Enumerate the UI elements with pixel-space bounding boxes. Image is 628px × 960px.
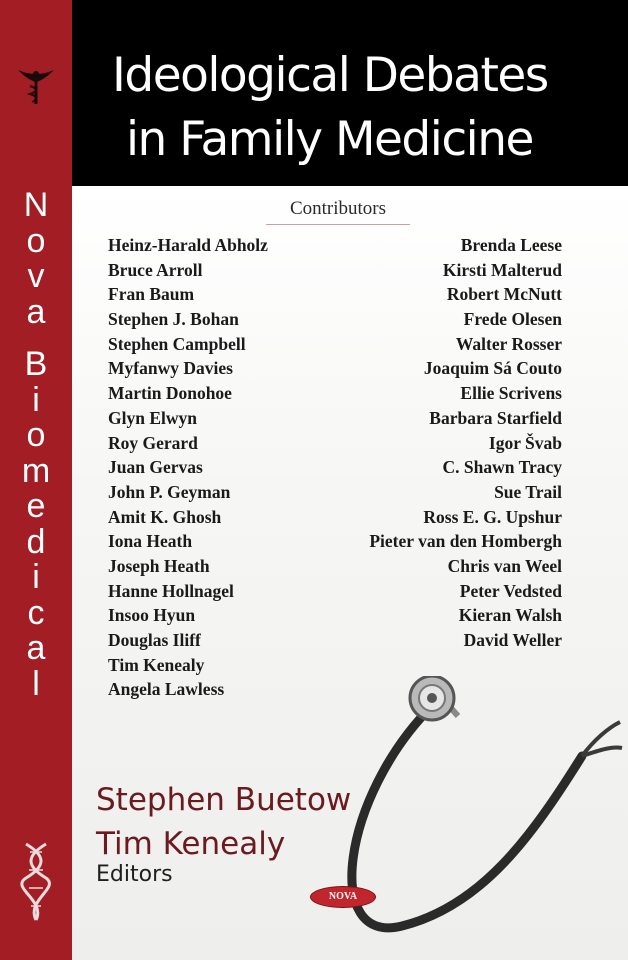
contributor-name: Tim Kenealy: [108, 654, 205, 675]
contributor-name: Joaquim Sá Couto: [423, 358, 562, 379]
series-name: [0, 188, 72, 702]
contributor-name: Frede Olesen: [463, 309, 562, 330]
spine-letter: m: [21, 451, 51, 490]
contributor-name: Roy Gerard: [108, 432, 198, 453]
contributor-name: Kirsti Malterud: [442, 259, 562, 280]
contributor-name: Walter Rosser: [455, 333, 562, 354]
contributor-name: C. Shawn Tracy: [442, 457, 562, 478]
stethoscope-icon: [282, 676, 628, 960]
spine-letter: o: [26, 416, 46, 454]
contributor-name: Hanne Hollnagel: [108, 580, 234, 601]
spine-letter: i: [32, 558, 40, 596]
contributors-heading: Contributors: [289, 198, 387, 219]
contributor-name: Fran Baum: [108, 284, 195, 305]
contributor-name: Ellie Scrivens: [460, 383, 562, 404]
contributor-name: Myfanwy Davies: [108, 358, 233, 379]
contributor-name: Chris van Weel: [447, 555, 562, 576]
book-title-line-2: in Family Medicine: [126, 112, 533, 167]
contributor-name: Iona Heath: [108, 531, 193, 552]
editor-name-2: Tim Kenealy: [96, 826, 286, 862]
contributor-name: Robert McNutt: [446, 284, 562, 305]
contributor-name: Brenda Leese: [460, 235, 562, 255]
contributor-name: Igor Švab: [488, 432, 562, 453]
contributor-name: Joseph Heath: [108, 555, 210, 576]
spine-letter: N: [23, 186, 49, 224]
contributor-name: Bruce Arroll: [108, 259, 203, 280]
contributors-list-right: [302, 233, 562, 653]
spine-letter: c: [27, 593, 45, 632]
publisher-logo: NOVA: [310, 886, 376, 908]
caduceus-icon: [14, 62, 58, 106]
series-spine: [0, 0, 72, 960]
contributor-name: Amit K. Ghosh: [108, 506, 222, 527]
spine-letter: i: [32, 380, 40, 419]
cover-body: [72, 186, 628, 960]
contributor-name: Sue Trail: [494, 481, 562, 502]
contributor-name: Stephen Campbell: [108, 333, 246, 354]
contributor-name: Douglas Iliff: [108, 630, 201, 650]
spine-letter: v: [27, 257, 45, 295]
contributor-name: Stephen J. Bohan: [108, 309, 239, 330]
contributor-name: David Weller: [463, 630, 562, 650]
editors-label: Editors: [96, 862, 173, 887]
contributor-name: Glyn Elwyn: [108, 407, 197, 428]
spine-letter: d: [26, 522, 46, 561]
spine-letter: B: [24, 345, 48, 383]
contributor-name: Insoo Hyun: [108, 605, 196, 626]
editor-name-1: Stephen Buetow: [96, 782, 352, 818]
spine-letter: e: [26, 487, 46, 525]
contributor-name: Ross E. G. Upshur: [423, 506, 562, 527]
dna-helix-icon: [20, 840, 52, 924]
contributor-name: Barbara Starfield: [429, 407, 562, 428]
contributor-name: Pieter van den Hombergh: [369, 531, 562, 552]
contributor-name: Angela Lawless: [108, 679, 225, 700]
contributor-name: Heinz-Harald Abholz: [108, 235, 268, 255]
spine-letter: a: [26, 292, 46, 331]
heading-divider: [266, 224, 410, 225]
spine-letter: o: [26, 221, 46, 260]
title-band: [72, 0, 628, 186]
spine-letter: l: [32, 664, 40, 703]
contributor-name: Martin Donohoe: [108, 383, 232, 404]
contributor-name: Kieran Walsh: [458, 605, 562, 626]
book-title-line-1: Ideological Debates: [112, 48, 548, 103]
contributor-name: Juan Gervas: [108, 457, 203, 478]
contributor-name: John P. Geyman: [108, 481, 231, 502]
contributor-name: Peter Vedsted: [459, 580, 562, 601]
spine-letter: a: [26, 629, 46, 667]
